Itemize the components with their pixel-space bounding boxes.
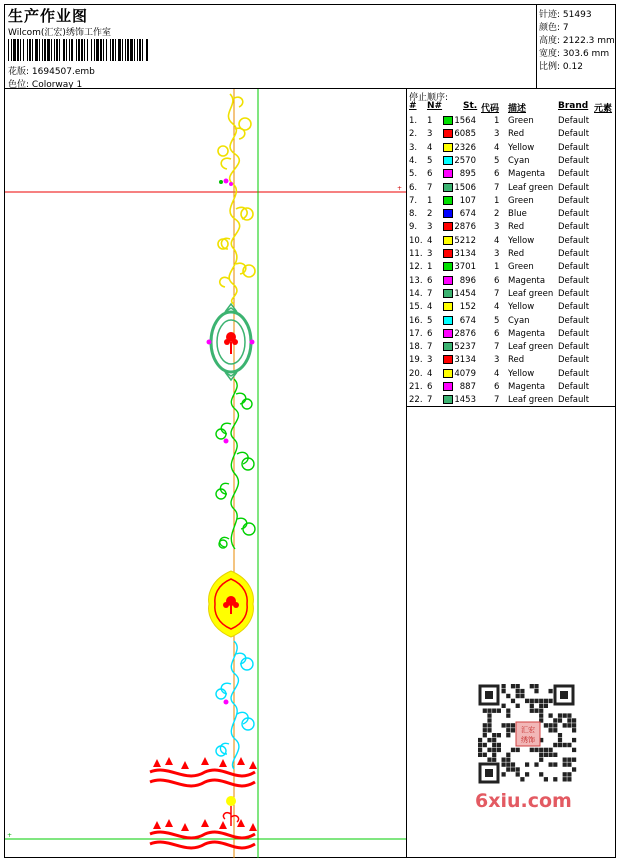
row-code: 3 [494,222,500,233]
row-description: Red [508,249,525,259]
row-index: 14. [409,288,423,299]
table-row [407,142,615,155]
row-stitches: 1564 [454,116,476,126]
stat-value: 0.12 [562,62,583,72]
row-code: 3 [494,249,500,259]
row-brand: Default [558,222,590,233]
row-code: 6 [494,382,500,392]
row-needle: 2 [427,209,433,220]
row-brand: Default [558,182,590,193]
color-swatch [443,342,453,351]
row-stitches: 2876 [454,222,476,233]
row-stitches: 1453 [454,395,476,406]
stat-value: 51493 [562,10,592,20]
color-swatch [443,129,453,138]
row-stitches: 5237 [454,342,476,353]
stop-sequence-table [407,89,615,407]
table-row [407,208,615,221]
row-stitches: 152 [459,302,476,313]
stat-width [539,46,609,59]
row-stitches: 2570 [454,155,476,166]
row-needle: 4 [427,142,433,153]
row-brand: Default [558,275,590,286]
table-row [407,328,615,341]
design-preview [5,89,407,858]
row-index: 15. [409,302,423,313]
row-brand: Default [558,209,590,220]
row-code: 4 [494,142,500,153]
col-header-description: 描述 [508,104,527,114]
row-needle: 4 [427,235,433,246]
row-needle: 3 [427,129,433,140]
row-index: 2. [409,129,418,140]
stat-label: 针迹: [539,10,561,20]
color-swatch [443,249,453,258]
row-needle: 3 [427,355,433,366]
colorway-label: 色位: [8,80,30,90]
color-swatch [443,302,453,311]
svg-text:汇宏: 汇宏 [521,726,535,734]
table-row [407,235,615,248]
row-code: 4 [494,302,500,313]
row-code: 7 [494,288,500,299]
stat-label: 颜色: [539,23,561,33]
design-file-name: 1694507.emb [31,67,95,77]
row-stitches: 896 [459,275,476,286]
row-code: 6 [494,169,500,180]
stat-value: 2122.3 mm [562,36,615,46]
table-row [407,315,615,328]
color-swatch [443,316,453,325]
table-row [407,301,615,314]
row-description: Green [508,116,534,126]
row-brand: Default [558,249,590,259]
row-index: 6. [409,182,418,193]
row-code: 7 [494,342,500,353]
row-code: 7 [494,182,500,193]
row-needle: 7 [427,342,433,353]
row-description: Magenta [508,382,546,392]
stat-value: 7 [562,23,569,33]
row-index: 7. [409,195,418,206]
row-stitches: 4079 [454,368,476,379]
table-row [407,261,615,274]
color-swatch [443,169,453,178]
qr-code [470,680,585,788]
row-description: Yellow [508,368,535,379]
row-needle: 7 [427,288,433,299]
row-stitches: 1506 [454,182,476,193]
col-header-code: 代码 [481,104,500,114]
table-row [407,115,615,128]
table-row [407,341,615,354]
design-file-label: 花版: [8,67,30,77]
row-code: 3 [494,355,500,366]
color-swatch [443,116,453,125]
row-stitches: 674 [459,209,476,220]
row-stitches: 3134 [454,355,476,366]
row-needle: 1 [427,195,433,206]
row-stitches: 674 [459,315,476,326]
row-index: 16. [409,315,423,326]
row-needle: 1 [427,116,433,126]
row-brand: Default [558,315,590,326]
row-stitches: 107 [459,195,476,206]
row-code: 4 [494,235,500,246]
row-brand: Default [558,169,590,180]
row-code: 3 [494,129,500,140]
row-brand: Default [558,288,590,299]
row-index: 3. [409,142,418,153]
color-swatch [443,289,453,298]
row-brand: Default [558,328,590,339]
row-needle: 6 [427,275,433,286]
row-brand: Default [558,116,590,126]
row-brand: Default [558,155,590,166]
seal-stamp [516,722,540,746]
row-description: Leaf green [508,182,554,193]
row-brand: Default [558,355,590,366]
row-needle: 6 [427,169,433,180]
row-stitches: 887 [459,382,476,392]
table-row [407,168,615,181]
row-index: 1. [409,116,418,126]
row-code: 6 [494,328,500,339]
svg-text:+: + [7,832,13,839]
row-brand: Default [558,342,590,353]
row-needle: 4 [427,302,433,313]
color-swatch [443,382,453,391]
sheet-title: 生产作业图 [8,7,89,25]
stat-label: 宽度: [539,49,561,59]
row-index: 20. [409,368,423,379]
row-brand: Default [558,302,590,313]
row-code: 5 [494,315,500,326]
row-index: 9. [409,222,418,233]
color-swatch [443,276,453,285]
row-index: 8. [409,209,418,220]
table-row [407,195,615,208]
row-needle: 3 [427,249,433,259]
row-description: Yellow [508,142,535,153]
row-index: 11. [409,249,423,259]
row-stitches: 1454 [454,288,476,299]
row-code: 1 [494,116,500,126]
table-row [407,275,615,288]
row-stitches: 3134 [454,249,476,259]
stat-height [539,33,615,46]
row-stitches: 3701 [454,262,476,273]
table-row [407,155,615,168]
color-swatch [443,236,453,245]
company-name: Wilcom(汇宏)绣饰工作室 [8,28,111,38]
header-panel [5,5,537,89]
row-description: Red [508,129,525,140]
row-description: Yellow [508,302,535,313]
row-index: 13. [409,275,423,286]
table-row [407,381,615,394]
color-swatch [443,209,453,218]
row-description: Red [508,222,525,233]
row-description: Green [508,195,534,206]
row-needle: 7 [427,395,433,406]
row-brand: Default [558,368,590,379]
stats-panel [537,5,615,89]
color-swatch [443,143,453,152]
row-needle: 1 [427,262,433,273]
table-row [407,221,615,234]
color-swatch [443,196,453,205]
color-swatch [443,156,453,165]
color-swatch [443,395,453,404]
row-description: Cyan [508,315,530,326]
stat-label: 高度: [539,36,561,46]
row-code: 7 [494,395,500,406]
table-row [407,354,615,367]
row-needle: 5 [427,315,433,326]
table-row [407,288,615,301]
row-stitches: 5212 [454,235,476,246]
stat-label: 比例: [539,62,561,72]
stat-stitches [539,7,592,20]
row-description: Yellow [508,235,535,246]
svg-text:绣饰: 绣饰 [521,736,535,744]
row-index: 19. [409,355,423,366]
color-swatch [443,369,453,378]
row-stitches: 6085 [454,129,476,140]
row-brand: Default [558,235,590,246]
row-description: Magenta [508,275,546,286]
row-index: 12. [409,262,423,273]
col-header-element: 元素 [594,104,613,114]
row-description: Magenta [508,169,546,180]
color-swatch [443,222,453,231]
col-header-stitches: St. [463,101,478,111]
row-description: Leaf green [508,288,554,299]
barcode [8,39,148,61]
row-stitches: 895 [459,169,476,180]
row-needle: 4 [427,368,433,379]
row-index: 21. [409,382,423,392]
watermark-logo: 6xiu.com [475,790,572,812]
row-needle: 6 [427,382,433,392]
row-description: Leaf green [508,395,554,406]
row-index: 4. [409,155,418,166]
row-brand: Default [558,395,590,406]
row-brand: Default [558,262,590,273]
row-code: 1 [494,195,500,206]
row-brand: Default [558,142,590,153]
row-index: 5. [409,169,418,180]
design-file-line [8,64,95,77]
row-code: 4 [494,368,500,379]
stat-value: 303.6 mm [562,49,610,59]
stop-sequence-title: 停止顺序: [409,93,449,103]
row-brand: Default [558,195,590,206]
row-index: 18. [409,342,423,353]
table-row [407,128,615,141]
col-header-index: # [409,101,417,111]
row-needle: 3 [427,222,433,233]
row-needle: 5 [427,155,433,166]
table-row [407,182,615,195]
table-row [407,394,615,407]
row-brand: Default [558,129,590,140]
col-header-needle: N# [427,101,443,111]
table-row [407,368,615,381]
row-description: Red [508,355,525,366]
row-index: 10. [409,235,423,246]
row-code: 5 [494,155,500,166]
color-swatch [443,329,453,338]
row-stitches: 2326 [454,142,476,153]
col-header-brand: Brand [558,101,589,111]
row-description: Green [508,262,534,273]
svg-text:+: + [397,185,403,192]
color-swatch [443,183,453,192]
row-index: 17. [409,328,423,339]
row-code: 2 [494,209,500,220]
row-needle: 6 [427,328,433,339]
embroidery-design-image [5,89,407,858]
color-swatch [443,262,453,271]
row-code: 6 [494,275,500,286]
row-needle: 7 [427,182,433,193]
stat-colors [539,20,569,33]
row-code: 1 [494,262,500,273]
row-description: Magenta [508,328,546,339]
stat-scale [539,59,583,72]
row-brand: Default [558,382,590,392]
colorway-name: Colorway 1 [31,80,83,90]
color-swatch [443,355,453,364]
row-description: Blue [508,209,527,220]
table-row [407,248,615,261]
row-description: Leaf green [508,342,554,353]
row-stitches: 2876 [454,328,476,339]
row-description: Cyan [508,155,530,166]
row-index: 22. [409,395,423,406]
